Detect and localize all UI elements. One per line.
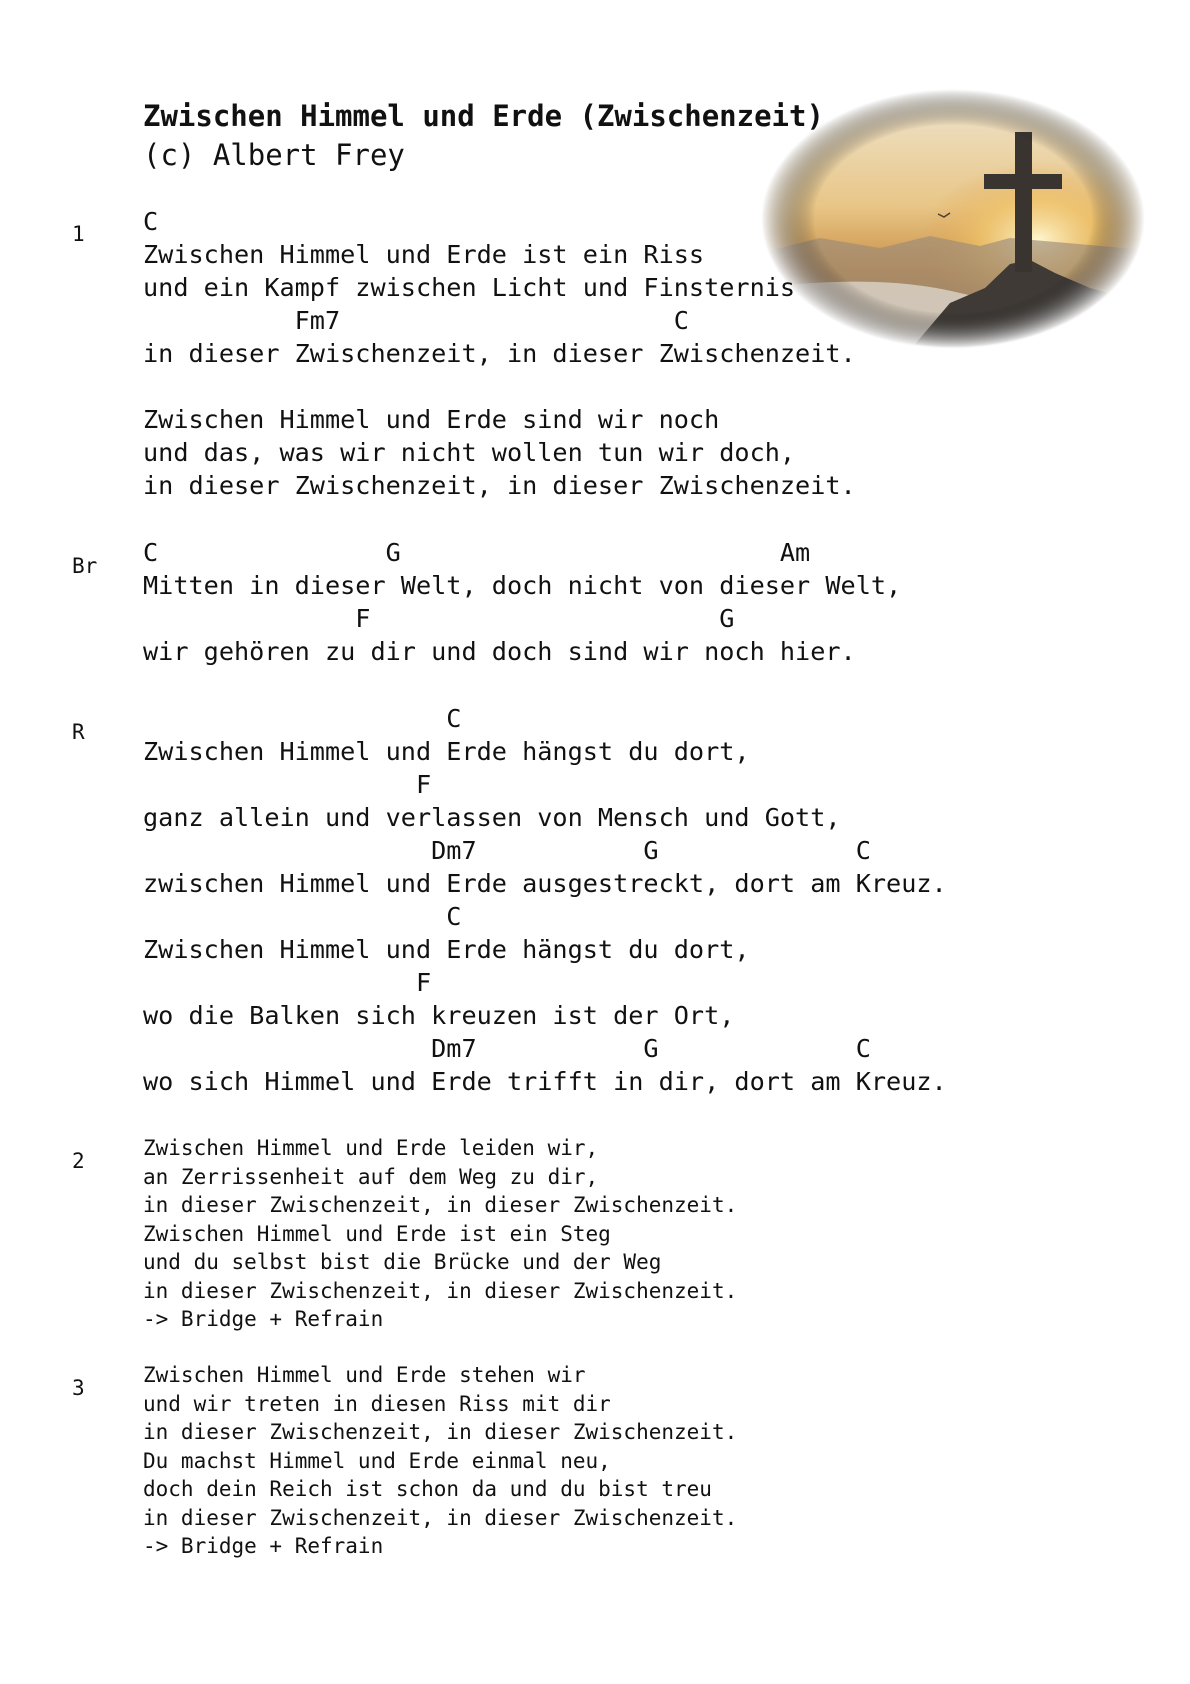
lyric-line: in dieser Zwischenzeit, in dieser Zwischenzeit. <box>143 1505 738 1530</box>
chord-line: C G Am <box>143 538 811 567</box>
song-author: (c) Albert Frey <box>143 138 405 172</box>
verse-3 <box>143 1361 737 1561</box>
lyric-line: zwischen Himmel und Erde ausgestreckt, dort am Kreuz. <box>143 869 947 898</box>
lyric-line: und du selbst bist die Brücke und der Weg <box>143 1250 662 1274</box>
section-label-verse-3: 3 <box>72 1376 85 1400</box>
lyric-line: in dieser Zwischenzeit, in dieser Zwischenzeit. <box>143 339 856 368</box>
lyric-line: Zwischen Himmel und Erde hängst du dort, <box>143 737 750 766</box>
lyric-line: und ein Kampf zwischen Licht und Finsternis <box>143 273 796 302</box>
bridge <box>143 536 901 668</box>
verse-2 <box>143 1134 737 1334</box>
lyric-line: wir gehören zu dir und doch sind wir noch hier. <box>143 637 856 666</box>
instruction-line: -> Bridge + Refrain <box>143 1534 384 1558</box>
chord-line: C <box>143 902 462 931</box>
lyric-line: in dieser Zwischenzeit, in dieser Zwischenzeit. <box>143 471 856 500</box>
instruction-line: -> Bridge + Refrain <box>143 1307 384 1331</box>
lyric-line: doch dein Reich ist schon da und du bist treu <box>143 1477 712 1501</box>
lyric-line: in dieser Zwischenzeit, in dieser Zwischenzeit. <box>143 1420 738 1444</box>
section-label-refrain: R <box>72 720 85 744</box>
lyric-line: in dieser Zwischenzeit, in dieser Zwischenzeit. <box>143 1193 738 1217</box>
chord-line: F <box>143 770 432 799</box>
lyric-line: Zwischen Himmel und Erde stehen wir <box>143 1363 586 1387</box>
chord-line: F <box>143 968 432 997</box>
lyric-line: und wir treten in diesen Riss mit dir <box>143 1391 611 1416</box>
chord-line: F G <box>143 604 735 633</box>
lyric-line: Zwischen Himmel und Erde leiden wir, <box>143 1136 599 1160</box>
lyric-line: und das, was wir nicht wollen tun wir doch, <box>143 438 796 467</box>
chord-line: Dm7 G C <box>143 836 871 865</box>
lyric-line: Zwischen Himmel und Erde sind wir noch <box>143 405 720 434</box>
lyric-line: wo sich Himmel und Erde trifft in dir, dort am Kreuz. <box>143 1067 947 1096</box>
chord-line: Fm7 C <box>143 306 689 335</box>
chord-line: Dm7 G C <box>143 1034 871 1063</box>
lyric-line: in dieser Zwischenzeit, in dieser Zwischenzeit. <box>143 1278 738 1303</box>
lyric-line: Zwischen Himmel und Erde ist ein Riss <box>143 240 705 269</box>
verse-1 <box>143 205 856 502</box>
lyric-line: ganz allein und verlassen von Mensch und Gott, <box>143 803 841 832</box>
section-label-verse-2: 2 <box>72 1149 85 1173</box>
blank-line <box>143 370 856 403</box>
lyric-line: Zwischen Himmel und Erde ist ein Steg <box>143 1221 611 1246</box>
chord-line: C <box>143 704 462 733</box>
song-title: Zwischen Himmel und Erde (Zwischenzeit) <box>143 99 824 133</box>
section-label-verse-1: 1 <box>72 222 85 246</box>
lyric-line: an Zerrissenheit auf dem Weg zu dir, <box>143 1164 599 1189</box>
lyric-line: Du machst Himmel und Erde einmal neu, <box>143 1448 611 1473</box>
refrain <box>143 702 947 1098</box>
section-label-bridge: Br <box>72 554 98 578</box>
lyric-line: Zwischen Himmel und Erde hängst du dort, <box>143 935 750 964</box>
lyric-line: Mitten in dieser Welt, doch nicht von dieser Welt, <box>143 571 902 600</box>
lyric-line: wo die Balken sich kreuzen ist der Ort, <box>143 1001 735 1030</box>
chord-line: C <box>143 207 159 236</box>
